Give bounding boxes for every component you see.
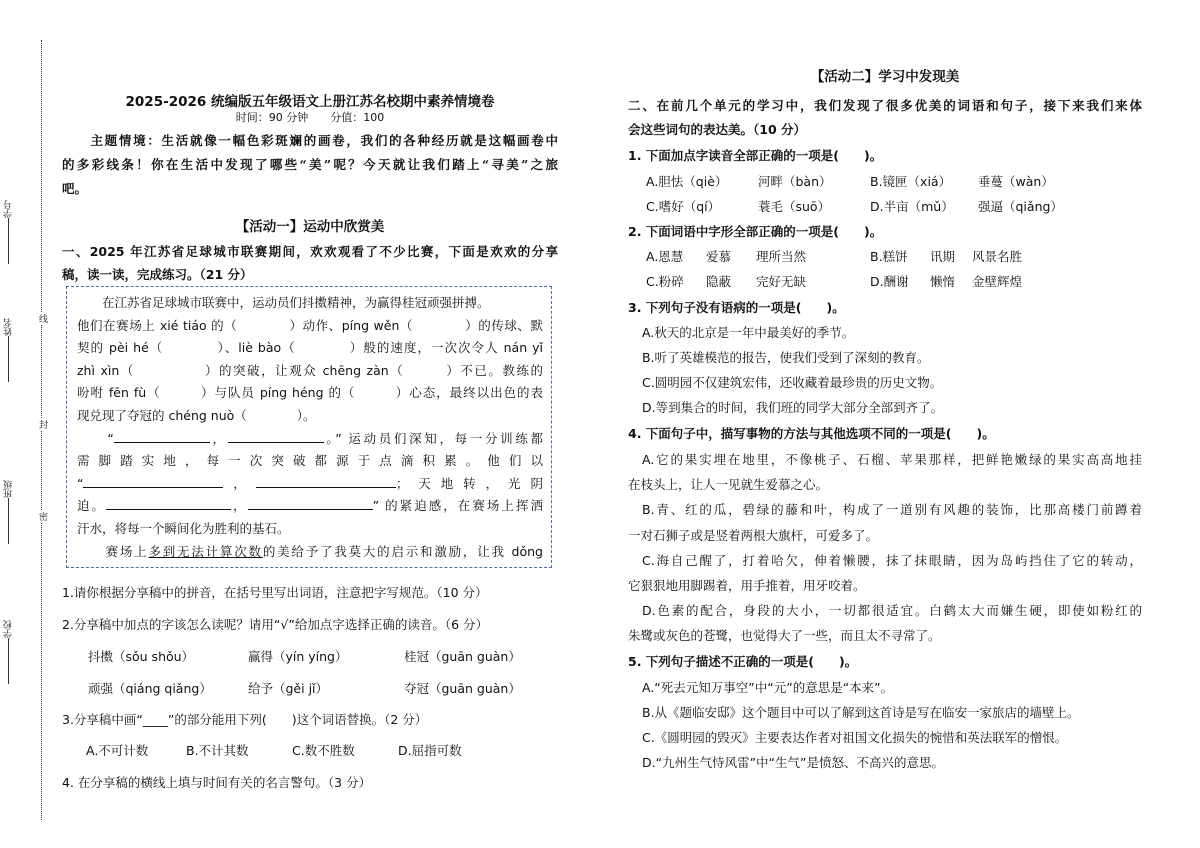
- question-title: 4. 下面句子中，描写事物的方法与其他选项不同的一项是( )。: [628, 426, 995, 441]
- choice-option: B.不计其数: [186, 743, 249, 758]
- option: 爱慕: [706, 249, 732, 264]
- option: B.镜匣（xiá）: [870, 174, 952, 189]
- sub-question: 3.分享稿中画“____”的部分能用下列( )这个词语替换。（2 分）: [62, 712, 428, 727]
- option: 隐蔽: [706, 274, 732, 289]
- option: 懒惰: [930, 274, 956, 289]
- choice-option: D.屈指可数: [398, 743, 462, 758]
- sub-question: 2.分享稿中加点的字该怎么读呢？请用“√”给加点字选择正确的读音。（6 分）: [62, 617, 489, 632]
- reading-option: 顽强（qiáng qiǎng）: [88, 681, 212, 696]
- reading-option: 夺冠（guān guàn）: [404, 681, 521, 696]
- passage-line: [77, 429, 543, 447]
- activity-heading: 【活动一】运动中欣赏美: [235, 219, 385, 235]
- option-text: 它狠狠地用脚踢着，用手推着，用牙咬着。: [628, 578, 866, 593]
- passage-line: [77, 316, 543, 334]
- option: C.《圆明园的毁灭》主要表达作者对祖国文化损失的惋惜和英法联军的憎恨。: [642, 730, 1068, 745]
- option-text: 一对石狮子或是竖着两根大旗杆，可爱多了。: [628, 527, 879, 543]
- name-field[interactable]: 姓名: [2, 318, 15, 384]
- option: 风景名胜: [972, 249, 1023, 264]
- question-title: 5. 下列句子描述不正确的一项是( )。: [628, 654, 858, 669]
- passage-line: [77, 519, 543, 537]
- option: C.粉碎: [646, 274, 684, 289]
- passage-line: [77, 361, 543, 379]
- passage-text: 汗水，将每一个瞬间化为胜利的基石。: [77, 521, 290, 536]
- seal-char: 线: [37, 314, 47, 323]
- binding-margin: [0, 0, 60, 848]
- option: 金壁辉煌: [972, 274, 1023, 289]
- option: B.从《题临安邸》这个题目中可以了解到这首诗是写在临安一家旅店的墙壁上。: [642, 705, 1080, 720]
- question-heading: 一、2025 年江苏省足球城市联赛期间，欢欢观看了不少比赛，下面是欢欢的分享: [62, 244, 558, 259]
- option: D.酬谢: [870, 274, 909, 289]
- option: 讯期: [930, 249, 956, 264]
- option: C.圆明园不仅建筑宏伟，还收藏着最珍贵的历史文物。: [642, 375, 943, 390]
- passage-text: ；天地转，光阴: [395, 475, 543, 491]
- passage-text: 迫。: [77, 498, 107, 514]
- theme-text: 吧。: [62, 181, 88, 196]
- passage-text: “: [77, 475, 84, 491]
- option: A.胆怯（qiè）: [646, 174, 728, 189]
- passage-line: [77, 383, 543, 401]
- option: D.“九州生气恃风雷”中“生气”是愤怒、不高兴的意思。: [642, 755, 945, 770]
- passage-text: ，: [209, 430, 228, 446]
- question-heading: 稿，读一读，完成练习。（21 分）: [62, 267, 253, 282]
- passage-text: 吩咐 fēn fù（ ）与队员 píng héng 的（ ）心态，最终以出色的表: [77, 385, 543, 401]
- option-text: D.色素的配合，身段的大小，一切都很适宜。白鹤太大而嫌生硬，即使如粉红的: [642, 603, 1142, 619]
- share-passage-box: [66, 286, 552, 568]
- option: A.“死去元知万事空”中“元”的意思是“本来”。: [642, 680, 894, 695]
- passage-text: zhì xìn（ ）的突破，让观众 chēng zàn（ ）不已。教练的: [77, 362, 543, 378]
- passage-text: 需脚踏实地，每一次突破都源于点滴积累。他们以: [77, 453, 543, 469]
- option: A.秋天的北京是一年中最美好的季节。: [642, 325, 855, 340]
- passage-text: 在江苏省足球城市联赛中，运动员们抖擞精神，为赢得桂冠顽强拼搏。: [77, 295, 490, 310]
- class-field[interactable]: 班级: [2, 480, 15, 546]
- reading-option: 抖擞（sǒu shǒu）: [88, 649, 195, 664]
- option: 垂蔓（wàn）: [978, 174, 1054, 189]
- passage-text: 。” 运动员们深知，每一分训练都: [323, 430, 543, 446]
- seal-char: 封: [37, 420, 47, 429]
- option: D.等到集合的时间，我们班的同学大部分全部到齐了。: [642, 400, 944, 415]
- option: 完好无缺: [756, 274, 807, 289]
- passage-text: ” 的紧迫感，在赛场上挥洒: [372, 498, 543, 514]
- fill-blank[interactable]: [106, 497, 231, 510]
- option: 河畔（bàn）: [758, 174, 832, 189]
- passage-text: ，: [223, 475, 256, 491]
- passage-line: [77, 496, 543, 514]
- option-text: C.海自己醒了，打着哈欠，伸着懒腰，抹了抹眼睛，因为岛屿挡住了它的转动，: [642, 552, 1142, 568]
- option: 强逼（qiǎng）: [978, 199, 1063, 214]
- theme-text: 主题情境：生活就像一幅色彩斑斓的画卷，我们的各种经历就是这幅画卷中: [62, 133, 558, 148]
- passage-line: [77, 406, 543, 424]
- option: B.糕饼: [870, 249, 908, 264]
- fill-blank[interactable]: [83, 475, 223, 488]
- question-title: 2. 下面词语中字形全部正确的一项是( )。: [628, 224, 883, 239]
- choice-option: A.不可计数: [86, 743, 149, 758]
- option-text: 朱鹭或灰色的苍鹭，也觉得大了一些，而且太不寻常了。: [628, 628, 941, 644]
- passage-line: [77, 474, 543, 492]
- fill-blank[interactable]: [248, 497, 373, 510]
- question-title: 3. 下列句子没有语病的一项是( )。: [628, 300, 845, 315]
- activity-heading: 【活动二】学习中发现美: [810, 69, 960, 85]
- passage-text: 的美给予了我莫大的启示和激励，让我 dǒng: [262, 543, 543, 559]
- option: B.听了英雄模范的报告，使我们受到了深刻的教育。: [642, 350, 930, 365]
- passage-line: [77, 542, 543, 560]
- sub-question: 1.请你根据分享稿中的拼音，在括号里写出词语，注意把字写规范。（10 分）: [62, 585, 488, 600]
- option: A.恩慧: [646, 249, 684, 264]
- option: 蓑毛（suō）: [758, 199, 831, 214]
- student-id-field[interactable]: 学号: [2, 200, 15, 266]
- option: 理所当然: [756, 249, 807, 264]
- option-text: A.它的果实埋在地里，不像桃子、石榴、苹果那样，把鲜艳嫩绿的果实高高地挂: [642, 452, 1142, 467]
- question-heading: 二、在前几个单元的学习中，我们发现了很多优美的词语和句子，接下来我们来体: [628, 98, 1142, 113]
- seal-char: 密: [37, 512, 47, 521]
- fill-blank[interactable]: [256, 475, 396, 488]
- option-text: 在枝头上，让人一见就生爱慕之心。: [628, 477, 829, 493]
- exam-meta: 时间：90 分钟 分值：100: [235, 111, 385, 124]
- question-title: 1. 下面加点字读音全部正确的一项是( )。: [628, 148, 883, 163]
- question-heading: 会这些词句的表达美。（10 分）: [628, 122, 806, 137]
- fill-blank[interactable]: [228, 430, 324, 443]
- passage-line: [77, 338, 543, 356]
- page-title: 2025-2026 统编版五年级语文上册江苏名校期中素养情境卷: [125, 94, 495, 110]
- fill-blank[interactable]: [114, 430, 210, 443]
- underlined-phrase: 多到无法计算次数: [148, 543, 263, 559]
- theme-text: 的多彩线条！你在生活中发现了哪些“美”呢？今天就让我们踏上“寻美”之旅: [62, 157, 558, 172]
- passage-line: [77, 293, 543, 311]
- reading-option: 给予（gěi jǐ）: [248, 681, 329, 696]
- passage-text: 他们在赛场上 xié tiáo 的（ ）动作、píng wěn（ ）的传球、默: [77, 317, 543, 333]
- school-field[interactable]: 学校: [2, 620, 15, 686]
- option: D.半亩（mǔ）: [870, 199, 954, 214]
- passage-text: 契的 pèi hé（ ）、liè bào（ ）般的速度，一次次令人 nán yǐ: [77, 340, 543, 356]
- passage-text: ，: [231, 498, 248, 514]
- choice-option: C.数不胜数: [292, 743, 355, 758]
- passage-line: [77, 451, 543, 469]
- reading-option: 赢得（yín yíng）: [248, 649, 348, 664]
- passage-text: 赛场上: [77, 543, 149, 559]
- reading-option: 桂冠（guān guàn）: [404, 649, 521, 664]
- option: C.嗜好（qí）: [646, 199, 721, 214]
- passage-text: 现兑现了夺冠的 chéng nuò（ ）。: [77, 408, 316, 423]
- option-text: B.青、红的瓜，碧绿的藤和叶，构成了一道别有风趣的装饰，比那高楼门前蹲着: [642, 502, 1142, 518]
- sub-question: 4. 在分享稿的横线上填与时间有关的名言警句。（3 分）: [62, 775, 372, 790]
- passage-text: “: [77, 430, 114, 446]
